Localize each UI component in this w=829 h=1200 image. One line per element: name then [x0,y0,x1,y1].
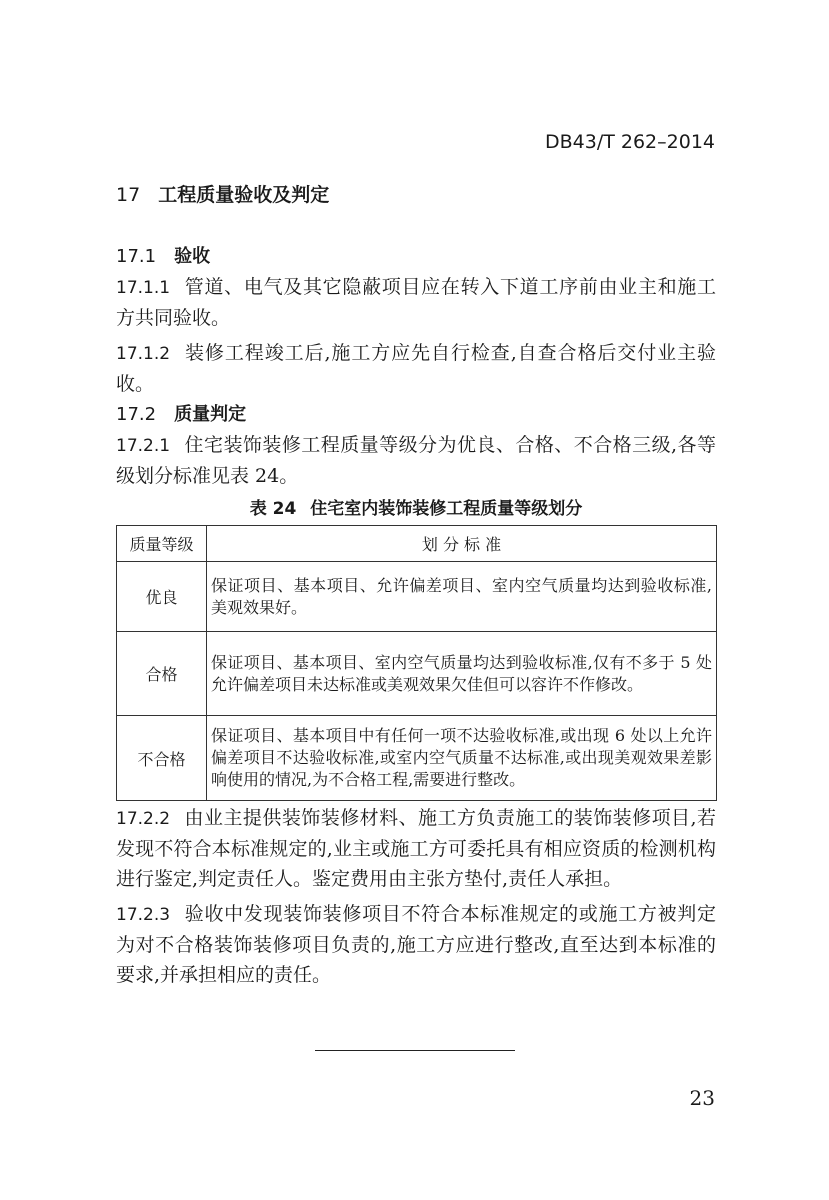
clause-number: 17.1.2 [116,344,171,364]
clause-number: 17.2.1 [116,436,171,456]
table-row [117,562,717,632]
criteria-cell: 保证项目、基本项目中有任何一项不达验收标准,或出现 6 处以上允许偏差项目不达验收标准,或室内空气质量不达标准,或出现美观效果差影响使用的情况,为不合格工程,需要进行整改。 [207,716,717,801]
clause-number: 17.2.2 [116,809,171,829]
table-header-criteria: 划 分 标 准 [207,526,717,562]
clause-text: 管道、电气及其它隐蔽项目应在转入下道工序前由业主和施工方共同验收。 [116,276,716,329]
section-heading [116,180,329,207]
table-row [117,632,717,716]
table-header-grade: 质量等级 [117,526,207,562]
page-number: 23 [689,1086,715,1110]
clause-text: 住宅装饰装修工程质量等级分为优良、合格、不合格三级,各等级划分标准见表 24。 [116,434,716,487]
subsection-title: 质量判定 [174,404,247,425]
grade-cell: 不合格 [117,716,207,801]
quality-grade-table [116,525,717,801]
clause-text: 由业主提供装饰装修材料、施工方负责施工的装饰装修项目,若发现不符合本标准规定的,业主或施工方可委托具有相应资质的检测机构进行鉴定,判定责任人。鉴定费用由主张方垫付,责任人承担。 [116,807,716,890]
table-caption-number: 表 24 [249,499,297,519]
section-number: 17 [116,184,141,206]
clause-17-2-3 [116,899,716,990]
subsection-heading-17-2 [116,400,246,426]
clause-17-2-1 [116,430,716,491]
grade-cell: 优良 [117,562,207,632]
criteria-cell: 保证项目、基本项目、室内空气质量均达到验收标准,仅有不多于 5 处允许偏差项目未达标准或美观效果欠佳但可以容许不作修改。 [207,632,717,716]
section-title: 工程质量验收及判定 [158,184,330,206]
table-row [117,716,717,801]
end-rule [315,1050,515,1051]
subsection-heading-17-1 [116,242,210,268]
table-caption [116,494,716,519]
subsection-number: 17.1 [116,246,157,267]
clause-17-1-1 [116,272,716,333]
clause-17-1-2 [116,338,716,399]
criteria-cell: 保证项目、基本项目、允许偏差项目、室内空气质量均达到验收标准,美观效果好。 [207,562,717,632]
clause-number: 17.1.1 [116,278,171,298]
subsection-number: 17.2 [116,404,157,425]
clause-text: 验收中发现装饰装修项目不符合本标准规定的或施工方被判定为对不合格装饰装修项目负责的,施工方应进行整改,直至达到本标准的要求,并承担相应的责任。 [116,903,716,986]
clause-number: 17.2.3 [116,905,171,925]
table-caption-title: 住宅室内装饰装修工程质量等级划分 [310,499,583,519]
grade-cell: 合格 [117,632,207,716]
table-header-row [117,526,717,562]
clause-17-2-2 [116,803,716,894]
document-number: DB43/T 262–2014 [544,131,715,153]
subsection-title: 验收 [174,246,211,267]
clause-text: 装修工程竣工后,施工方应先自行检查,自查合格后交付业主验收。 [116,342,716,395]
